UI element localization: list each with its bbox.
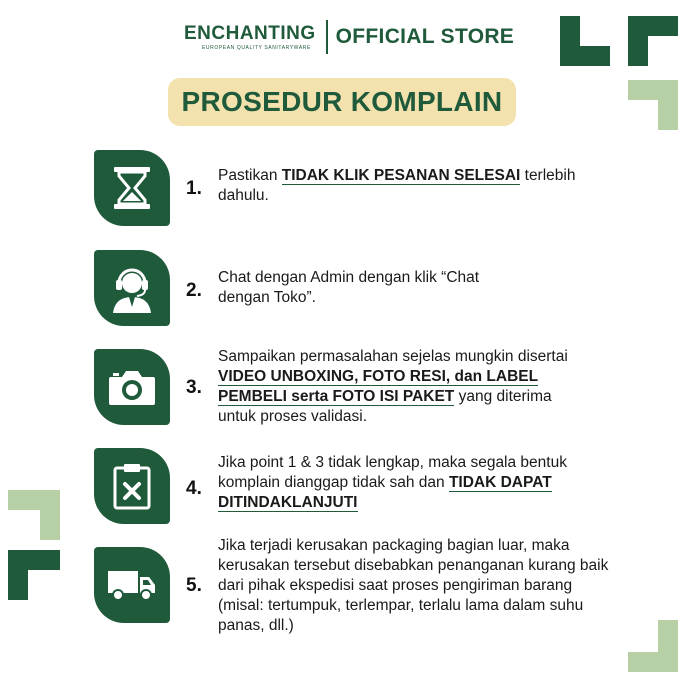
highlight-text: TIDAK DAPAT DITINDAKLANJUTI [218, 474, 552, 511]
brand-header [184, 20, 514, 54]
title-banner [168, 78, 516, 126]
step-text: Jika point 1 & 3 tidak lengkap, maka segala bentuk komplain dianggap tidak sah dan TIDAK DAPAT DITINDAKLANJUTI [218, 454, 567, 511]
step-number: 5. [186, 575, 202, 596]
step-text: Sampaikan permasalahan sejelas mungkin disertai VIDEO UNBOXING, FOTO RESI, dan LABEL PEMBELI serta FOTO ISI PAKET yang diterima untuk proses validasi. [218, 348, 568, 425]
corner-decoration [628, 16, 648, 66]
step-number: 3. [186, 377, 202, 398]
corner-decoration [8, 550, 28, 600]
brand-divider [326, 20, 328, 54]
truck-icon [94, 547, 170, 623]
corner-decoration [658, 80, 678, 130]
corner-decoration [560, 46, 610, 66]
step-text: Chat dengan Admin dengan klik “Chat dengan Toko”. [218, 269, 480, 306]
brand-name: ENCHANTING [184, 22, 316, 44]
page-title: PROSEDUR KOMPLAIN [181, 86, 503, 117]
camera-icon [94, 349, 170, 425]
highlight-text: TIDAK KLIK PESANAN SELESAI [281, 167, 521, 184]
brand-logo [184, 24, 316, 51]
brand-tagline: EUROPEAN QUALITY SANITARYWARE [202, 44, 311, 51]
step-number: 2. [186, 280, 202, 301]
step-text: Pastikan TIDAK KLIK PESANAN SELESAI terlebih dahulu. [218, 167, 576, 204]
step-text: Jika terjadi kerusakan packaging bagian luar, maka kerusakan tersebut disebabkan penanganan kurang baik dari pihak ekspedisi saat proses pengiriman barang (misal: tertumpuk, terlempar, terlalu lama dalam suhu panas, dll.) [218, 537, 609, 634]
hourglass-icon [94, 150, 170, 226]
official-store-label: OFFICIAL STORE [335, 25, 515, 48]
clipboard-x-icon [94, 448, 170, 524]
step-number: 4. [186, 478, 202, 499]
highlight-text: VIDEO UNBOXING, FOTO RESI, dan LABEL PEMBELI serta FOTO ISI PAKET [218, 368, 539, 405]
step-number: 1. [186, 178, 202, 199]
corner-decoration [628, 652, 678, 672]
corner-decoration [40, 490, 60, 540]
customer-service-icon [94, 250, 170, 326]
